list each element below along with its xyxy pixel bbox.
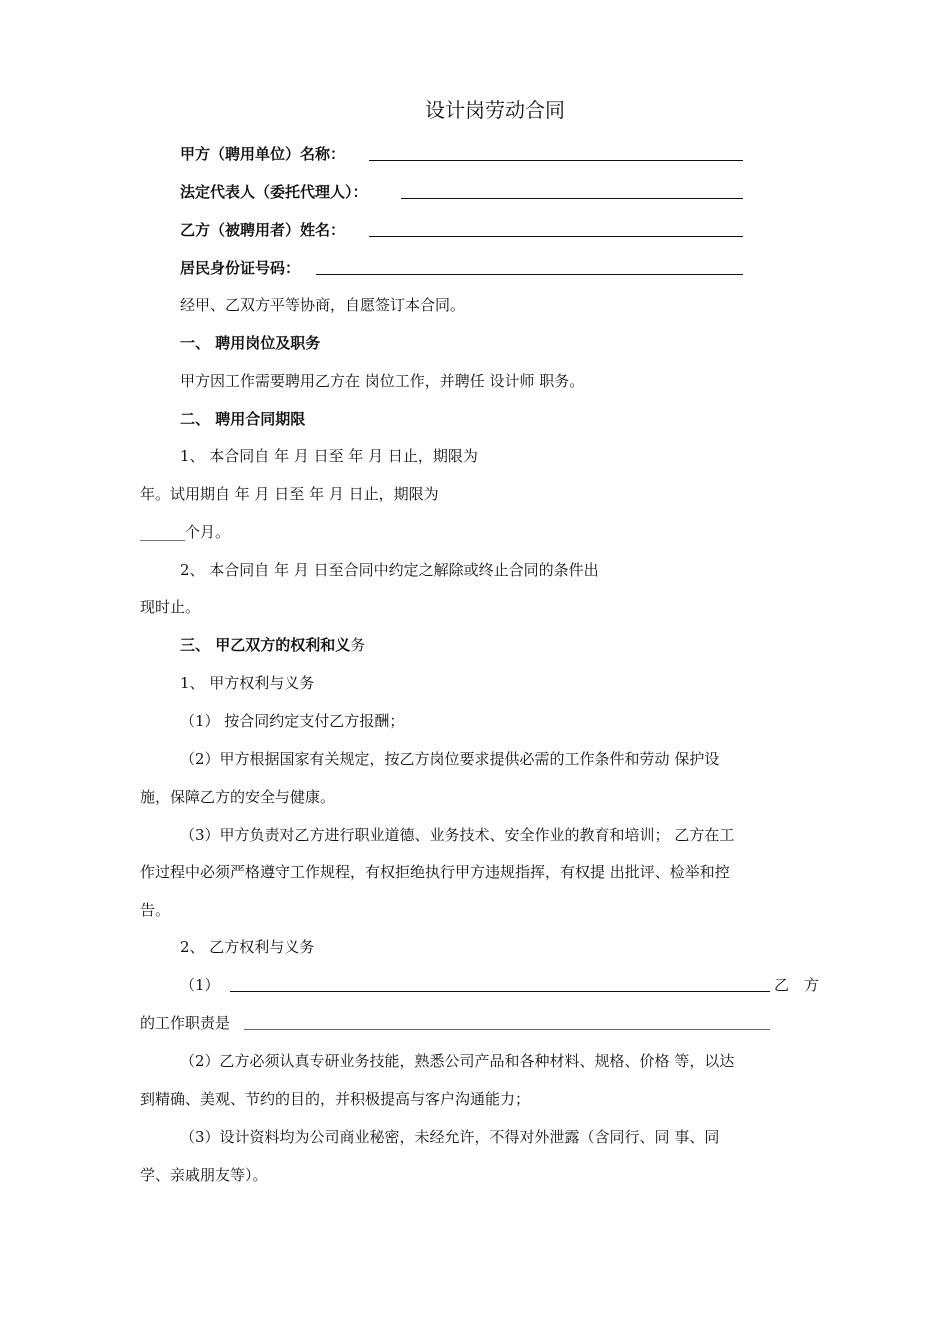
section-3-heading-tail: 务 (350, 636, 366, 654)
section-3-heading (180, 635, 365, 655)
party-b-duty-blank-1[interactable] (230, 991, 770, 992)
legal-rep-blank[interactable] (401, 198, 743, 199)
legal-rep-label: 法定代表人（委托代理人）： (180, 183, 368, 201)
party-b-clause-3-line-2: 学、亲戚朋友等）。 (140, 1166, 268, 1184)
party-b-clause-2-line-1: （2）乙方必须认真专研业务技能，熟悉公司产品和各种材料、规格、价格 等，以达 (180, 1052, 735, 1070)
term-item-1-line-1: 1、 本合同自 年 月 日至 年 月 日止，期限为 (180, 447, 478, 465)
party-b-label: 乙方（被聘用者）姓名： (180, 221, 346, 239)
party-b-clause-3-line-1: （3）设计资料均为公司商业秘密，未经允许，不得对外泄露（含同行、同 事、同 (180, 1128, 720, 1146)
party-a-blank[interactable] (369, 160, 743, 161)
party-b-clause-1-tail-a: 乙 (774, 976, 790, 994)
party-b-clause-2-line-2: 到精确、美观、节约的目的，并积极提高与客户沟通能力； (140, 1090, 531, 1108)
party-b-duty-blank-2[interactable] (244, 1029, 770, 1030)
intro-text: 经甲、乙双方平等协商，自愿签订本合同。 (180, 296, 466, 314)
section-1-heading: 一、 聘用岗位及职务 (180, 334, 321, 352)
section-3-heading-bold: 三、 甲乙双方的权利和义 (180, 636, 351, 654)
party-b-clause-1-tail-b: 方 (804, 976, 820, 994)
party-a-clause-3-line-1: （3）甲方负责对乙方进行职业道德、业务技术、安全作业的教育和培训； 乙方在工 (180, 826, 735, 844)
section-1-text: 甲方因工作需要聘用乙方在 岗位工作，并聘任 设计师 职务。 (180, 372, 585, 390)
party-b-blank[interactable] (369, 236, 743, 237)
party-b-clause-1-line-2: 的工作职责是 (140, 1014, 231, 1032)
party-a-label: 甲方（聘用单位）名称： (180, 145, 346, 163)
party-a-clause-3-line-3: 告。 (140, 901, 171, 919)
party-a-rights-heading: 1、 甲方权利与义务 (180, 674, 315, 692)
term-item-1-line-2: 年。试用期自 年 月 日至 年 月 日止，期限为 (140, 485, 439, 503)
party-a-clause-2-line-2: 施，保障乙方的安全与健康。 (140, 788, 336, 806)
document-title: 设计岗劳动合同 (425, 98, 565, 122)
term-item-2-line-2: 现时止。 (140, 598, 201, 616)
party-a-clause-2-line-1: （2）甲方根据国家有关规定，按乙方岗位要求提供必需的工作条件和劳动 保护设 (180, 750, 720, 768)
section-2-heading: 二、 聘用合同期限 (180, 410, 306, 428)
party-b-clause-1-prefix: （1） (180, 976, 220, 994)
party-a-clause-3-line-2: 作过程中必须严格遵守工作规程，有权拒绝执行甲方违规指挥，有权提 出批评、检举和控 (140, 863, 730, 881)
id-number-label: 居民身份证号码： (180, 259, 301, 277)
party-b-rights-heading: 2、 乙方权利与义务 (180, 938, 315, 956)
party-a-clause-1: （1） 按合同约定支付乙方报酬； (180, 712, 405, 730)
term-item-2-line-1: 2、 本合同自 年 月 日至合同中约定之解除或终止合同的条件出 (180, 561, 599, 579)
term-item-1-line-3: ______个月。 (140, 523, 231, 541)
id-number-blank[interactable] (316, 274, 743, 275)
